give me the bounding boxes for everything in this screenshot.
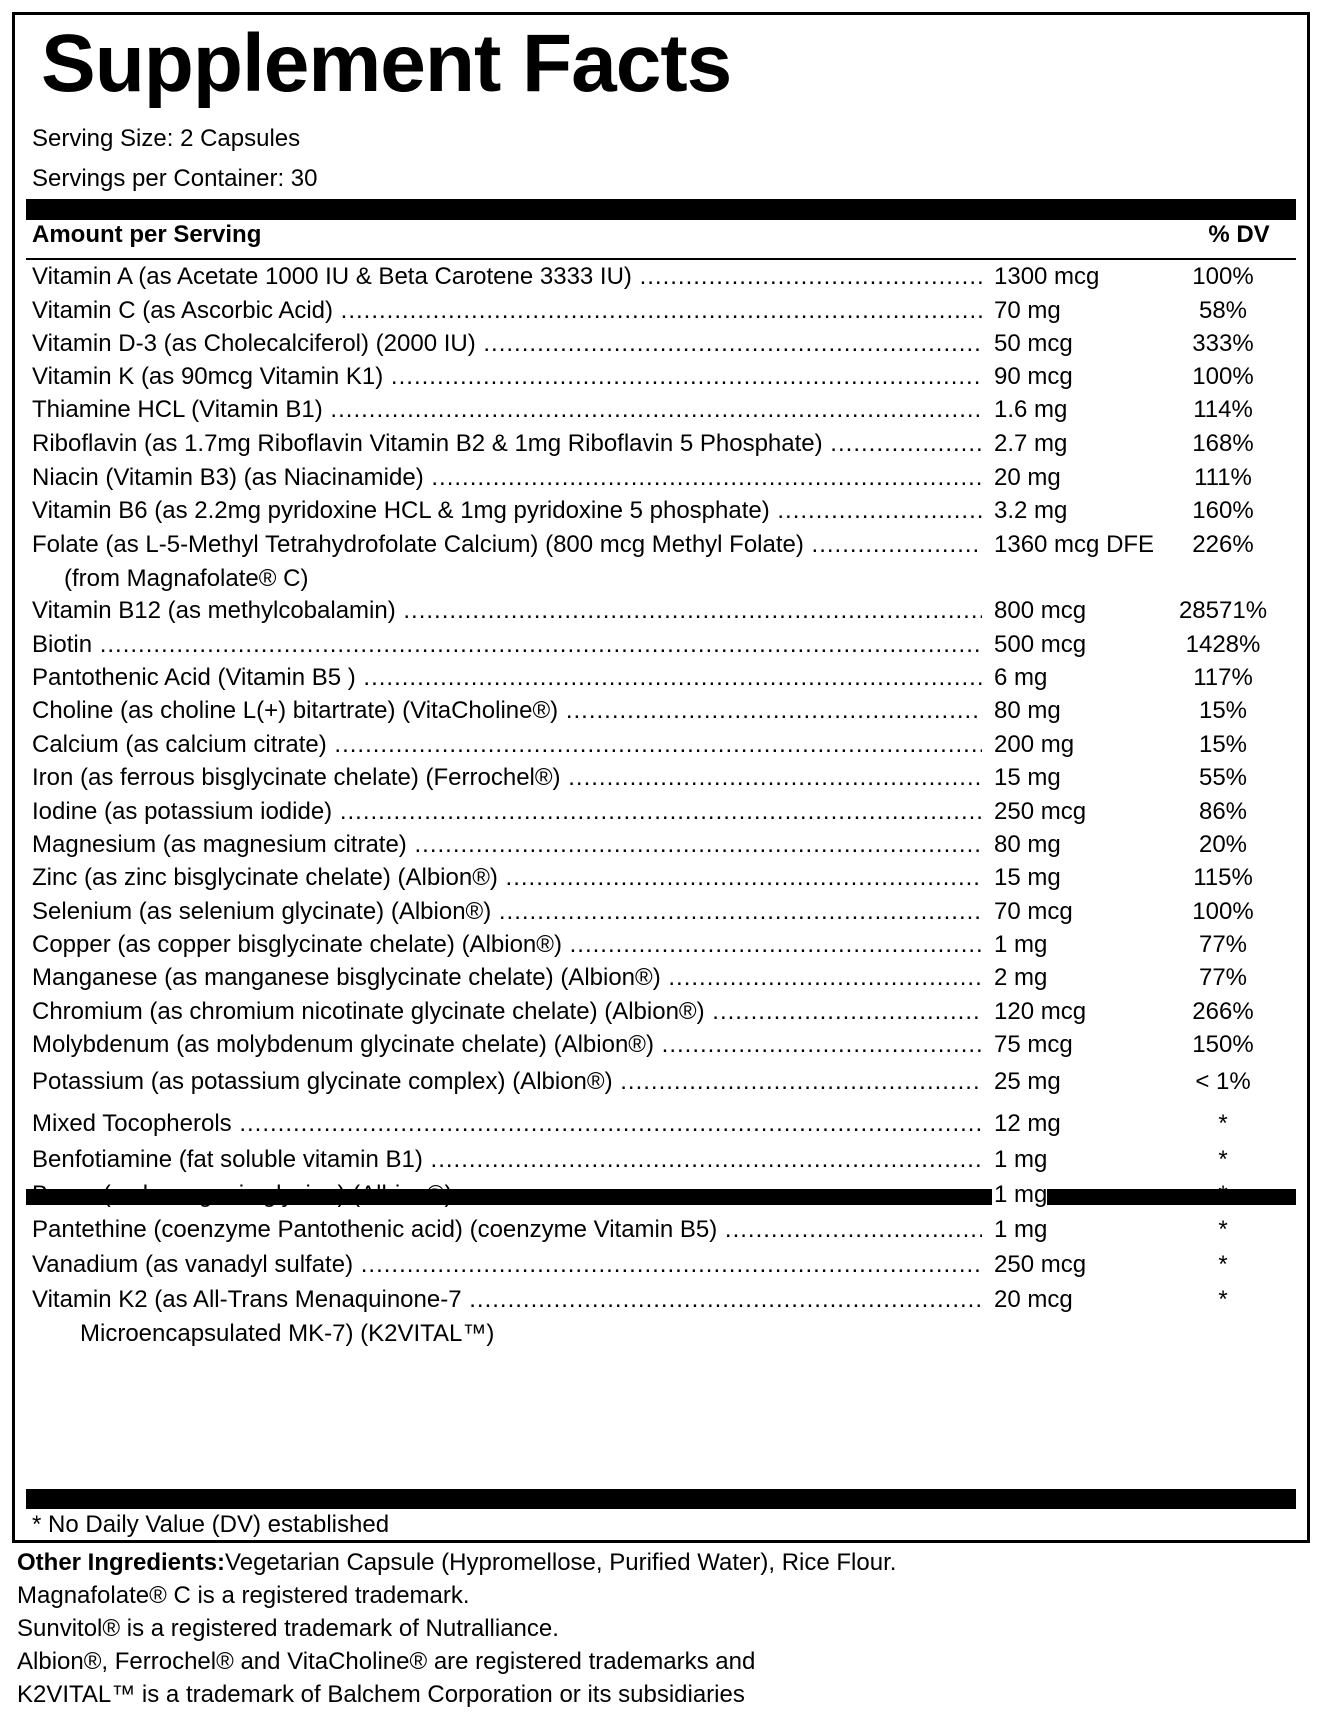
nutrient-daily-value: 160% [1192,497,1254,524]
panel-title: Supplement Facts [41,18,732,109]
nutrient-row [32,1285,1302,1353]
nutrient-name: Vitamin D-3 (as Cholecalciferol) (2000 IU) ..... [32,329,982,359]
nutrient-row [32,496,1302,530]
nutrient-row [32,863,1302,897]
nutrient-name: Selenium (as selenium glycinate) (Albion®) ..... [32,897,982,927]
nutrient-amount: 12 mg [994,1110,1061,1137]
nutrient-name: Mixed Tocopherols ..... [32,1109,982,1139]
nutrient-row [32,696,1302,730]
nutrient-name: Vitamin B12 (as methylcobalamin) ..... [32,596,982,626]
nutrient-daily-value: 266% [1192,998,1254,1025]
nutrient-amount: 800 mcg [994,597,1087,624]
nutrient-daily-value: 150% [1192,1031,1254,1058]
nutrient-row [32,1180,1302,1214]
nutrient-name: Calcium (as calcium citrate) ..... [32,730,982,760]
nutrient-daily-value: 168% [1192,430,1254,457]
nutrient-daily-value: 77% [1198,931,1248,958]
nutrient-amount: 1 mg [994,1181,1048,1208]
nutrient-row [32,630,1302,664]
nutrient-amount: 2 mg [994,964,1048,991]
nutrient-name: Manganese (as manganese bisglycinate chelate) (Albion®) ..... [32,963,982,993]
nutrient-name-continued: Microencapsulated MK-7) (K2VITAL™) [80,1320,495,1347]
nutrient-daily-value: < 1% [1195,1068,1251,1095]
other-ingredients [17,1546,1307,1711]
nutrient-amount: 80 mg [994,831,1061,858]
nutrient-daily-value: 117% [1193,664,1253,691]
other-ingredients-label: Other Ingredients: [17,1549,226,1576]
nutrient-name: Choline (as choline L(+) bitartrate) (VitaCholine®) ..... [32,696,982,726]
nutrient-amount: 25 mg [994,1068,1061,1095]
nutrient-daily-value: 100% [1192,898,1254,925]
nutrient-name: Biotin ..... [32,630,982,660]
nutrient-row [32,1030,1302,1064]
nutrient-daily-value: * [1218,1181,1228,1208]
nutrient-daily-value: 58% [1198,297,1248,324]
nutrient-daily-value: 15% [1198,697,1248,724]
nutrient-row [32,530,1302,598]
nutrient-amount: 250 mcg [994,798,1087,825]
nutrient-daily-value: 77% [1198,964,1248,991]
nutrient-row [32,797,1302,831]
nutrient-row [32,963,1302,997]
nutrient-name: Chromium (as chromium nicotinate glycinate chelate) (Albion®) ..... [32,997,982,1027]
nutrient-row [32,897,1302,931]
nutrient-daily-value: * [1218,1216,1228,1243]
nutrient-row [32,1250,1302,1284]
nutrient-daily-value: 115% [1193,864,1253,891]
trademark-note: Albion®, Ferrochel® and VitaCholine® are registered trademarks and [17,1648,756,1675]
nutrient-row [32,1145,1302,1179]
amount-per-serving-header: Amount per Serving [32,221,262,248]
nutrient-amount: 500 mcg [994,631,1087,658]
nutrient-row [32,1215,1302,1249]
nutrient-amount: 120 mcg [994,998,1087,1025]
nutrient-name: Boron (as bororganic glycine) (Albion®) ..... [32,1180,982,1210]
nutrient-name: Zinc (as zinc bisglycinate chelate) (Albion®) ..... [32,863,982,893]
nutrient-daily-value: * [1218,1146,1228,1173]
nutrient-daily-value: * [1218,1251,1228,1278]
nutrient-daily-value: 86% [1198,798,1248,825]
nutrient-amount: 1 mg [994,1146,1048,1173]
nutrient-row [32,930,1302,964]
nutrient-row [32,596,1302,630]
nutrient-row [32,1067,1302,1101]
nutrient-amount: 70 mg [994,297,1061,324]
nutrient-amount: 200 mg [994,731,1075,758]
nutrient-row [32,463,1302,497]
nutrient-name: Benfotiamine (fat soluble vitamin B1) ..... [32,1145,982,1175]
nutrient-daily-value: 333% [1192,330,1254,357]
nutrient-row [32,997,1302,1031]
nutrient-amount: 50 mcg [994,330,1073,357]
daily-value-header: % DV [1208,221,1270,248]
nutrient-amount: 80 mg [994,697,1061,724]
nutrient-name: Niacin (Vitamin B3) (as Niacinamide) ..... [32,463,982,493]
servings-per-container: Servings per Container: 30 [32,165,318,192]
nutrient-daily-value: 226% [1192,531,1254,558]
nutrient-row [32,663,1302,697]
nutrient-row [32,830,1302,864]
footnote: * No Daily Value (DV) established [32,1511,390,1538]
nutrient-amount: 20 mg [994,464,1061,491]
trademark-note: Sunvitol® is a registered trademark of Nutralliance. [17,1615,559,1642]
nutrient-name: Copper (as copper bisglycinate chelate) (Albion®) ..... [32,930,982,960]
nutrient-amount: 3.2 mg [994,497,1068,524]
nutrient-name: Vitamin B6 (as 2.2mg pyridoxine HCL & 1mg pyridoxine 5 phosphate) ..... [32,496,982,526]
nutrient-name: Iodine (as potassium iodide) ..... [32,797,982,827]
nutrient-daily-value: 1428% [1185,631,1261,658]
nutrient-daily-value: 15% [1198,731,1248,758]
nutrient-daily-value: * [1218,1110,1228,1137]
nutrient-name: Folate (as L-5-Methyl Tetrahydrofolate Calcium) (800 mcg Methyl Folate) ..... [32,530,982,560]
trademark-note: Magnafolate® C is a registered trademark. [17,1582,470,1609]
nutrient-daily-value: 28571% [1178,597,1268,624]
thick-divider [26,199,1296,220]
thick-divider [26,1489,1296,1509]
nutrient-name: Molybdenum (as molybdenum glycinate chelate) (Albion®) ..... [32,1030,982,1060]
nutrient-amount: 15 mg [994,764,1061,791]
other-ingredients-line [17,1546,1307,1579]
serving-size: Serving Size: 2 Capsules [32,125,301,152]
trademark-note: K2VITAL™ is a trademark of Balchem Corporation or its subsidiaries [17,1681,745,1708]
nutrient-name: Vanadium (as vanadyl sulfate) ..... [32,1250,982,1280]
nutrient-name: Vitamin C (as Ascorbic Acid) ..... [32,296,982,326]
thin-divider [26,258,1296,260]
nutrient-name-continued: (from Magnafolate® C) [64,565,309,592]
nutrient-amount: 1 mg [994,931,1048,958]
nutrient-name: Pantethine (coenzyme Pantothenic acid) (coenzyme Vitamin B5) ..... [32,1215,982,1245]
nutrient-daily-value: 111% [1194,464,1252,491]
nutrient-row [32,296,1302,330]
nutrient-amount: 75 mcg [994,1031,1073,1058]
nutrient-amount: 20 mcg [994,1286,1073,1313]
nutrient-daily-value: 100% [1192,263,1254,290]
nutrient-name: Iron (as ferrous bisglycinate chelate) (Ferrochel®) ..... [32,763,982,793]
other-ingredients-text: Vegetarian Capsule (Hypromellose, Purified Water), Rice Flour. [225,1549,897,1576]
nutrient-amount: 15 mg [994,864,1061,891]
nutrient-amount: 90 mcg [994,363,1073,390]
nutrient-name: Vitamin K2 (as All-Trans Menaquinone-7 ..... [32,1285,982,1315]
nutrient-amount: 6 mg [994,664,1048,691]
nutrient-name: Pantothenic Acid (Vitamin B5 ) ..... [32,663,982,693]
nutrient-row [32,329,1302,363]
nutrient-daily-value: 114% [1193,396,1253,423]
nutrient-name: Thiamine HCL (Vitamin B1) ..... [32,395,982,425]
supplement-facts-panel [12,12,1310,1543]
nutrient-name: Magnesium (as magnesium citrate) ..... [32,830,982,860]
nutrient-amount: 1 mg [994,1216,1048,1243]
nutrient-amount: 70 mcg [994,898,1073,925]
nutrient-row [32,362,1302,396]
nutrient-amount: 1360 mcg DFE [994,531,1155,558]
nutrient-row [32,1109,1302,1143]
nutrient-name: Riboflavin (as 1.7mg Riboflavin Vitamin B2 & 1mg Riboflavin 5 Phosphate) ..... [32,429,982,459]
nutrient-name: Vitamin K (as 90mcg Vitamin K1) ..... [32,362,982,392]
nutrient-amount: 1.6 mg [994,396,1068,423]
nutrient-row [32,763,1302,797]
nutrient-row [32,730,1302,764]
nutrient-row [32,429,1302,463]
nutrient-name: Vitamin A (as Acetate 1000 IU & Beta Carotene 3333 IU) ..... [32,262,982,292]
nutrient-row [32,395,1302,429]
nutrient-daily-value: 55% [1198,764,1248,791]
nutrient-daily-value: 100% [1192,363,1254,390]
nutrient-name: Potassium (as potassium glycinate complex) (Albion®) ..... [32,1067,982,1097]
nutrient-amount: 250 mcg [994,1251,1087,1278]
nutrient-amount: 2.7 mg [994,430,1068,457]
nutrient-daily-value: * [1218,1286,1228,1313]
nutrient-row [32,262,1302,296]
nutrient-amount: 1300 mcg [994,263,1100,290]
nutrient-daily-value: 20% [1198,831,1248,858]
